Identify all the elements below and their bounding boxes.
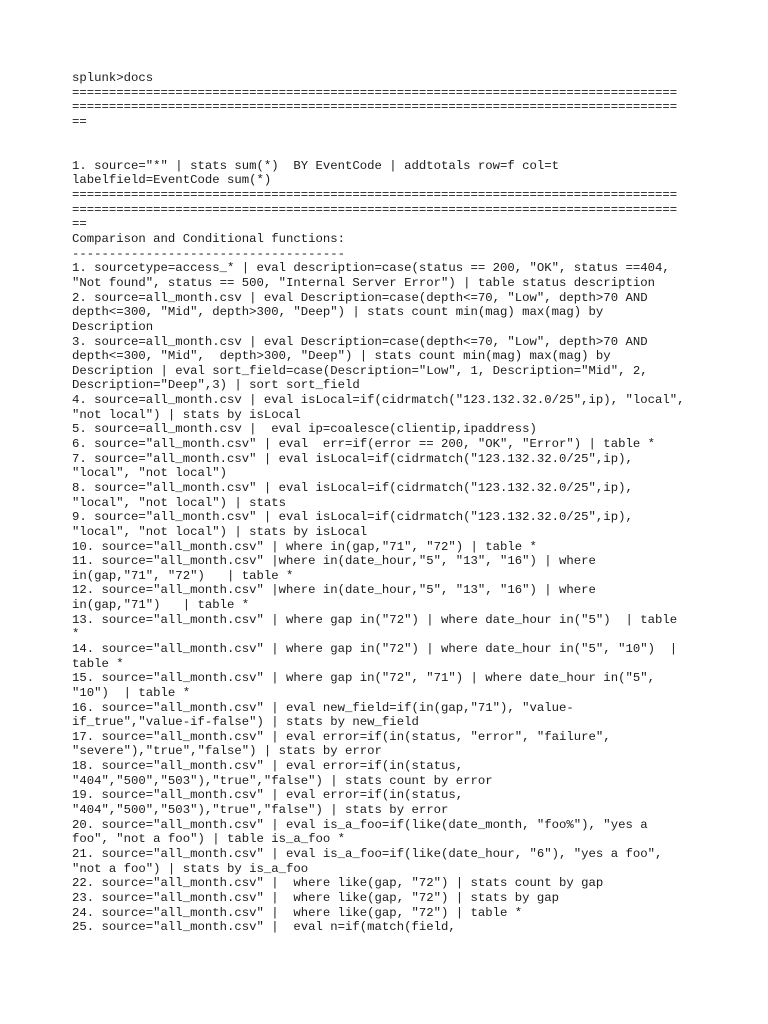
- document-line: 19. source="all_month.csv" | eval error=if(in(status,: [72, 788, 464, 803]
- document-line: 17. source="all_month.csv" | eval error=if(in(status, "error", "failure",: [72, 729, 611, 744]
- document-line: depth<=300, "Mid", depth>300, "Deep") | stats count min(mag) max(mag) by: [72, 349, 611, 364]
- document-line: 24. source="all_month.csv" | where like(gap, "72") | table *: [72, 905, 523, 920]
- document-line: 5. source=all_month.csv | eval ip=coalesce(clientip,ipaddress): [72, 422, 537, 437]
- document-line: Description="Deep",3) | sort sort_field: [72, 378, 360, 393]
- document-line: 11. source="all_month.csv" |where in(date_hour,"5", "13", "16") | where: [72, 554, 596, 569]
- document-line: 21. source="all_month.csv" | eval is_a_foo=if(like(date_hour, "6"), "yes a foo",: [72, 846, 663, 861]
- document-line: "Not found", status == 500, "Internal Server Error") | table status description: [72, 275, 655, 290]
- document-line: "404","500","503"),"true","false") | stats count by error: [72, 773, 493, 788]
- document-line: 14. source="all_month.csv" | where gap in("72") | where date_hour in("5", "10") |: [72, 641, 678, 656]
- document-line: Description | eval sort_field=case(Description="Low", 1, Description="Mid", 2,: [72, 363, 648, 378]
- document-line: if_true","value-if-false") | stats by new_field: [72, 715, 419, 730]
- document-line: 2. source=all_month.csv | eval Description=case(depth<=70, "Low", depth>70 AND: [72, 290, 648, 305]
- document-line: -------------------------------------: [72, 246, 346, 261]
- document-line: table *: [72, 656, 124, 671]
- document-line: in(gap,"71") | table *: [72, 598, 250, 613]
- document-line: 22. source="all_month.csv" | where like(gap, "72") | stats count by gap: [72, 876, 604, 891]
- document-line: "local", "not local"): [72, 466, 227, 481]
- document-line: 1. source="*" | stats sum(*) BY EventCode | addtotals row=f col=t: [72, 158, 560, 173]
- document-line: 23. source="all_month.csv" | where like(gap, "72") | stats by gap: [72, 890, 560, 905]
- document-line: 1. sourcetype=access_* | eval description=case(status == 200, "OK", status ==404,: [72, 261, 670, 276]
- document-line: [72, 144, 702, 159]
- document-line: in(gap,"71", "72") | table *: [72, 568, 294, 583]
- document-line: ==: [72, 217, 87, 232]
- document-line: 12. source="all_month.csv" |where in(date_hour,"5", "13", "16") | where: [72, 583, 596, 598]
- document-line: 3. source=all_month.csv | eval Description=case(depth<=70, "Low", depth>70 AND: [72, 334, 648, 349]
- document-line: 8. source="all_month.csv" | eval isLocal=if(cidrmatch("123.132.32.0/25",ip),: [72, 480, 633, 495]
- document-page: [72, 71, 702, 935]
- document-line: [72, 130, 702, 145]
- document-line: ==================================================================================: [72, 100, 678, 115]
- document-line: ==================================================================================: [72, 85, 678, 100]
- document-line: splunk>docs: [72, 71, 154, 85]
- document-line: foo", "not a foo") | table is_a_foo *: [72, 832, 346, 847]
- document-line: "10") | table *: [72, 685, 191, 700]
- document-line: 9. source="all_month.csv" | eval isLocal=if(cidrmatch("123.132.32.0/25",ip),: [72, 510, 633, 525]
- document-line: "404","500","503"),"true","false") | stats by error: [72, 803, 449, 818]
- document-line: Comparison and Conditional functions:: [72, 232, 346, 247]
- document-line: 10. source="all_month.csv" | where in(gap,"71", "72") | table *: [72, 539, 537, 554]
- document-line: 13. source="all_month.csv" | where gap in("72") | where date_hour in("5") | table: [72, 612, 678, 627]
- document-line: 16. source="all_month.csv" | eval new_field=if(in(gap,"71"), "value-: [72, 700, 574, 715]
- document-line: *: [72, 627, 80, 642]
- document-line: "not local") | stats by isLocal: [72, 407, 301, 422]
- document-line: "severe"),"true","false") | stats by error: [72, 744, 382, 759]
- document-line: "local", "not local") | stats by isLocal: [72, 524, 368, 539]
- document-line: 20. source="all_month.csv" | eval is_a_foo=if(like(date_month, "foo%"), "yes a: [72, 817, 648, 832]
- document-line: ==================================================================================: [72, 188, 678, 203]
- document-line: labelfield=EventCode sum(*): [72, 173, 272, 188]
- document-line: "not a foo") | stats by is_a_foo: [72, 861, 309, 876]
- document-line: 18. source="all_month.csv" | eval error=if(in(status,: [72, 759, 464, 774]
- document-line: 25. source="all_month.csv" | eval n=if(match(field,: [72, 920, 456, 935]
- document-line: ==: [72, 114, 87, 129]
- document-line: 6. source="all_month.csv" | eval err=if(error == 200, "OK", "Error") | table *: [72, 437, 655, 452]
- document-line: 4. source=all_month.csv | eval isLocal=if(cidrmatch("123.132.32.0/25",ip), "local",: [72, 393, 685, 408]
- document-line: ==================================================================================: [72, 202, 678, 217]
- document-line: depth<=300, "Mid", depth>300, "Deep") | stats count min(mag) max(mag) by: [72, 305, 604, 320]
- document-line: 15. source="all_month.csv" | where gap in("72", "71") | where date_hour in("5",: [72, 671, 655, 686]
- document-line: "local", "not local") | stats: [72, 495, 287, 510]
- document-line: 7. source="all_month.csv" | eval isLocal=if(cidrmatch("123.132.32.0/25",ip),: [72, 451, 633, 466]
- document-line: Description: [72, 319, 154, 334]
